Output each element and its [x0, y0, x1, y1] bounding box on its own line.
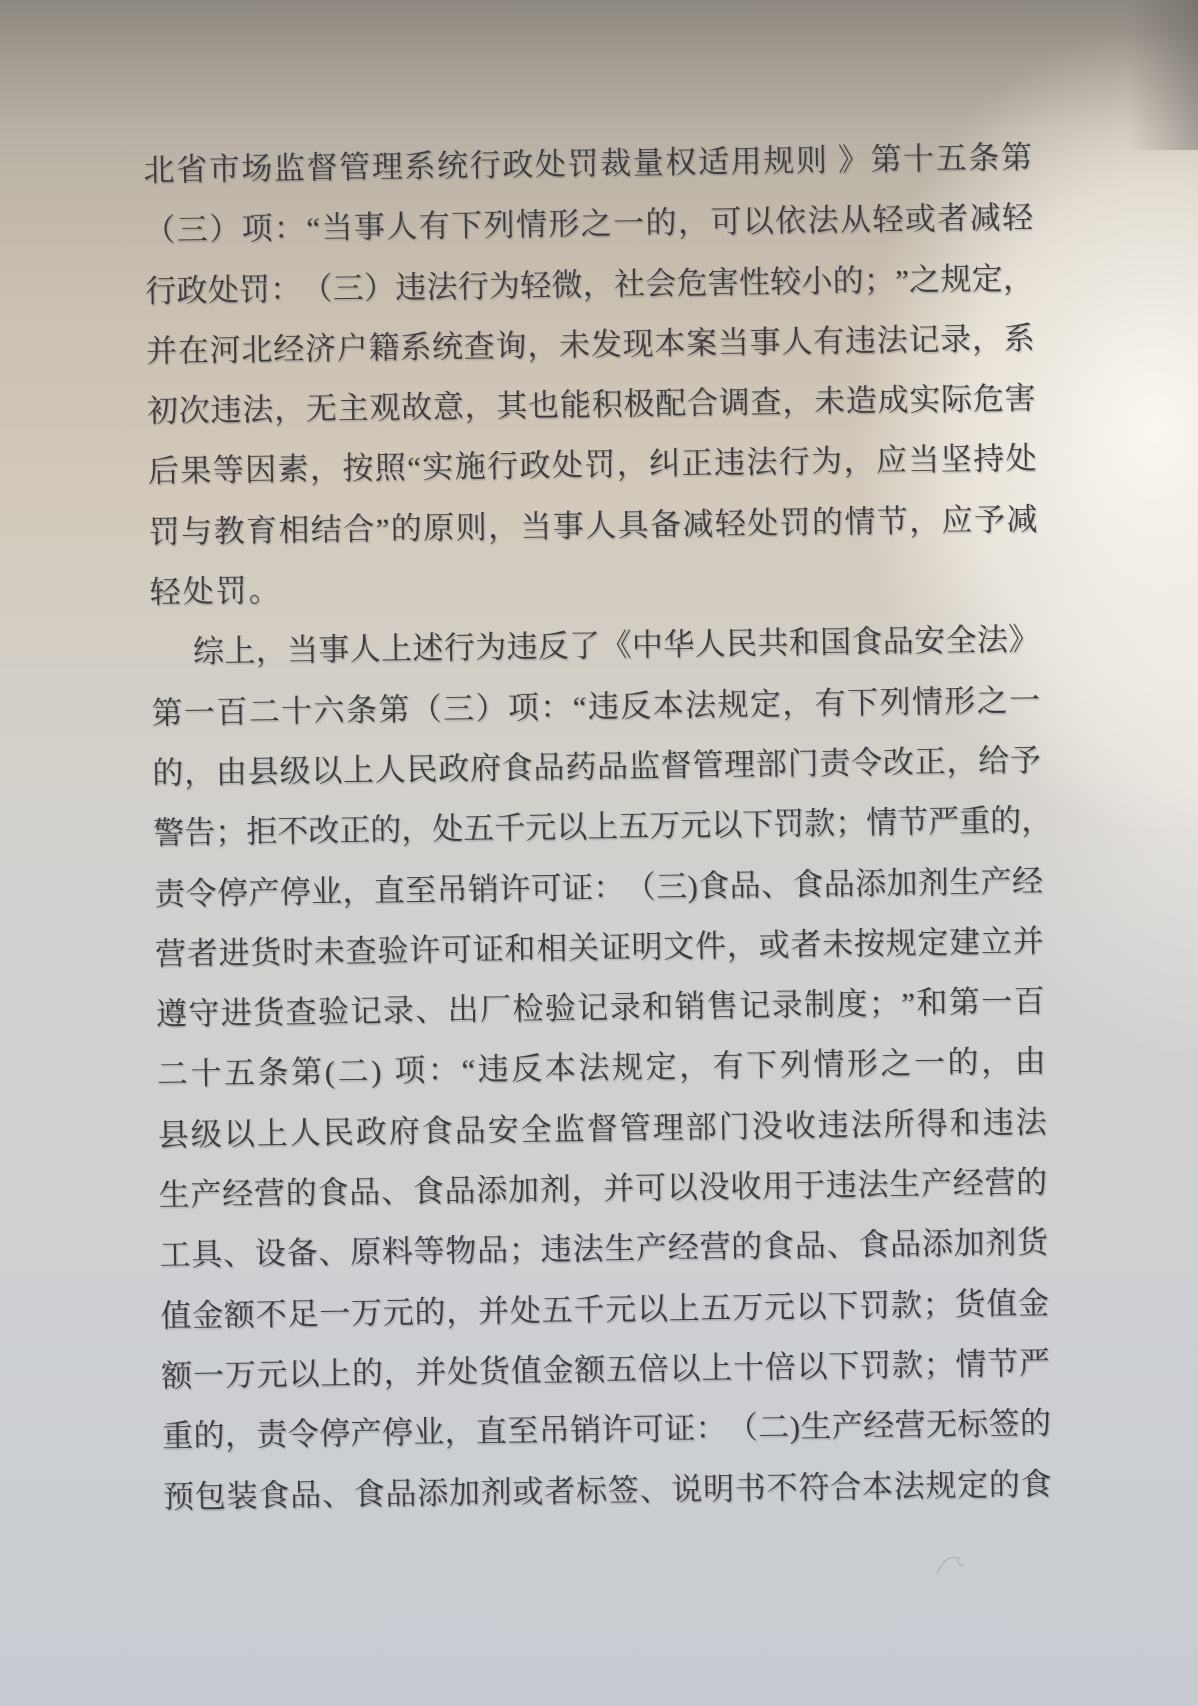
text-line: 值 金 额 不 足 一 万 元 的 ， 并 处 五 千 元 以 上 五 万 元 以 下 罚 款 ； 货 值 金	[160, 1285, 1050, 1334]
text-line: 责 令 停 产 停 业 ， 直 至 吊 销 许 可 证 ： （ 三 ) 食 品 、 食 品 添 加 剂 生 产 经	[153, 863, 1044, 912]
text-line: （ 三 ） 项 ： “ 当 事 人 有 下 列 情 形 之 一 的 ， 可 以 依 法 从 轻 或 者 减 轻	[144, 200, 1034, 249]
text-line: 生 产 经 营 的 食 品 、 食 品 添 加 剂 ， 并 可 以 没 收 用 于 违 法 生 产 经 营 的	[158, 1164, 1048, 1213]
text-line: 轻处罚。	[149, 573, 282, 611]
text-line: 综 上 ， 当 事 人 上 述 行 为 违 反 了 《 中 华 人 民 共 和 国 食 品 安 全 法 》	[192, 622, 1040, 670]
text-line: 初 次 违 法 ， 无 主 观 故 意 ， 其 也 能 积 极 配 合 调 查 ， 未 造 成 实 际 危 害	[146, 380, 1036, 430]
text-line: 工 具 、 设 备 、 原 料 等 物 品 ； 违 法 生 产 经 营 的 食 品 、 食 品 添 加 剂 货	[159, 1225, 1049, 1274]
text-line: 行 政 处 罚 ： （ 三 ） 违 法 行 为 轻 微 ， 社 会 危 害 性 较 小 的 ； ” 之 规 定 ，	[144, 260, 1035, 309]
hair-scratch-mark	[935, 1548, 975, 1582]
text-line: 并 在 河 北 经 济 户 籍 系 统 查 询 ， 未 发 现 本 案 当 事 人 有 违 法 记 录 ， 系	[145, 320, 1035, 369]
text-line: 预 包 装 食 品 、 食 品 添 加 剂 或 者 标 签 、 说 明 书 不 符 合 本 法 规 定 的 食	[162, 1466, 1052, 1515]
document-text-block	[143, 128, 1052, 1528]
text-line: 第 一 百 二 十 六 条 第 （ 三 ） 项 ： “ 违 反 本 法 规 定 ， 有 下 列 情 形 之 一	[151, 682, 1041, 731]
text-line: 的 ， 由 县 级 以 上 人 民 政 府 食 品 药 品 监 督 管 理 部 门 责 令 改 正 ， 给 予	[152, 742, 1042, 791]
text-line: 重 的 ， 责 令 停 产 停 业 ， 直 至 吊 销 许 可 证 ： （ 二 ) 生 产 经 营 无 标 签 的	[161, 1405, 1052, 1455]
text-line: 营 者 进 货 时 未 查 验 许 可 证 和 相 关 证 明 文 件 ， 或 者 未 按 规 定 建 立 并	[154, 923, 1044, 972]
text-line: 遵 守 进 货 查 验 记 录 、 出 厂 检 验 记 录 和 销 售 记 录 制 度 ； ” 和 第 一 百	[155, 983, 1045, 1033]
text-line: 后 果 等 因 素 ， 按 照 “ 实 施 行 政 处 罚 ， 纠 正 违 法 行 为 ， 应 当 坚 持 处	[147, 441, 1037, 490]
text-line: 罚 与 教 育 相 结 合 ” 的 原 则 ， 当 事 人 具 备 减 轻 处 罚 的 情 节 ， 应 予 减	[148, 501, 1038, 550]
text-line: 北 省 市 场 监 督 管 理 系 统 行 政 处 罚 裁 量 权 适 用 规 则 》 第 十 五 条 第	[143, 139, 1033, 188]
text-line: 额 一 万 元 以 上 的 ， 并 处 货 值 金 额 五 倍 以 上 十 倍 以 下 罚 款 ； 情 节 严	[161, 1345, 1051, 1394]
text-line: 警 告 ； 拒 不 改 正 的 ， 处 五 千 元 以 上 五 万 元 以 下 罚 款 ； 情 节 严 重 的 ，	[153, 802, 1053, 852]
text-line: 二 十 五 条 第 ( 二 ) 项 ： “ 违 反 本 法 规 定 ， 有 下 列 情 形 之 一 的 ， 由	[156, 1044, 1046, 1093]
text-line: 县 级 以 上 人 民 政 府 食 品 安 全 监 督 管 理 部 门 没 收 违 法 所 得 和 违 法	[157, 1104, 1047, 1153]
